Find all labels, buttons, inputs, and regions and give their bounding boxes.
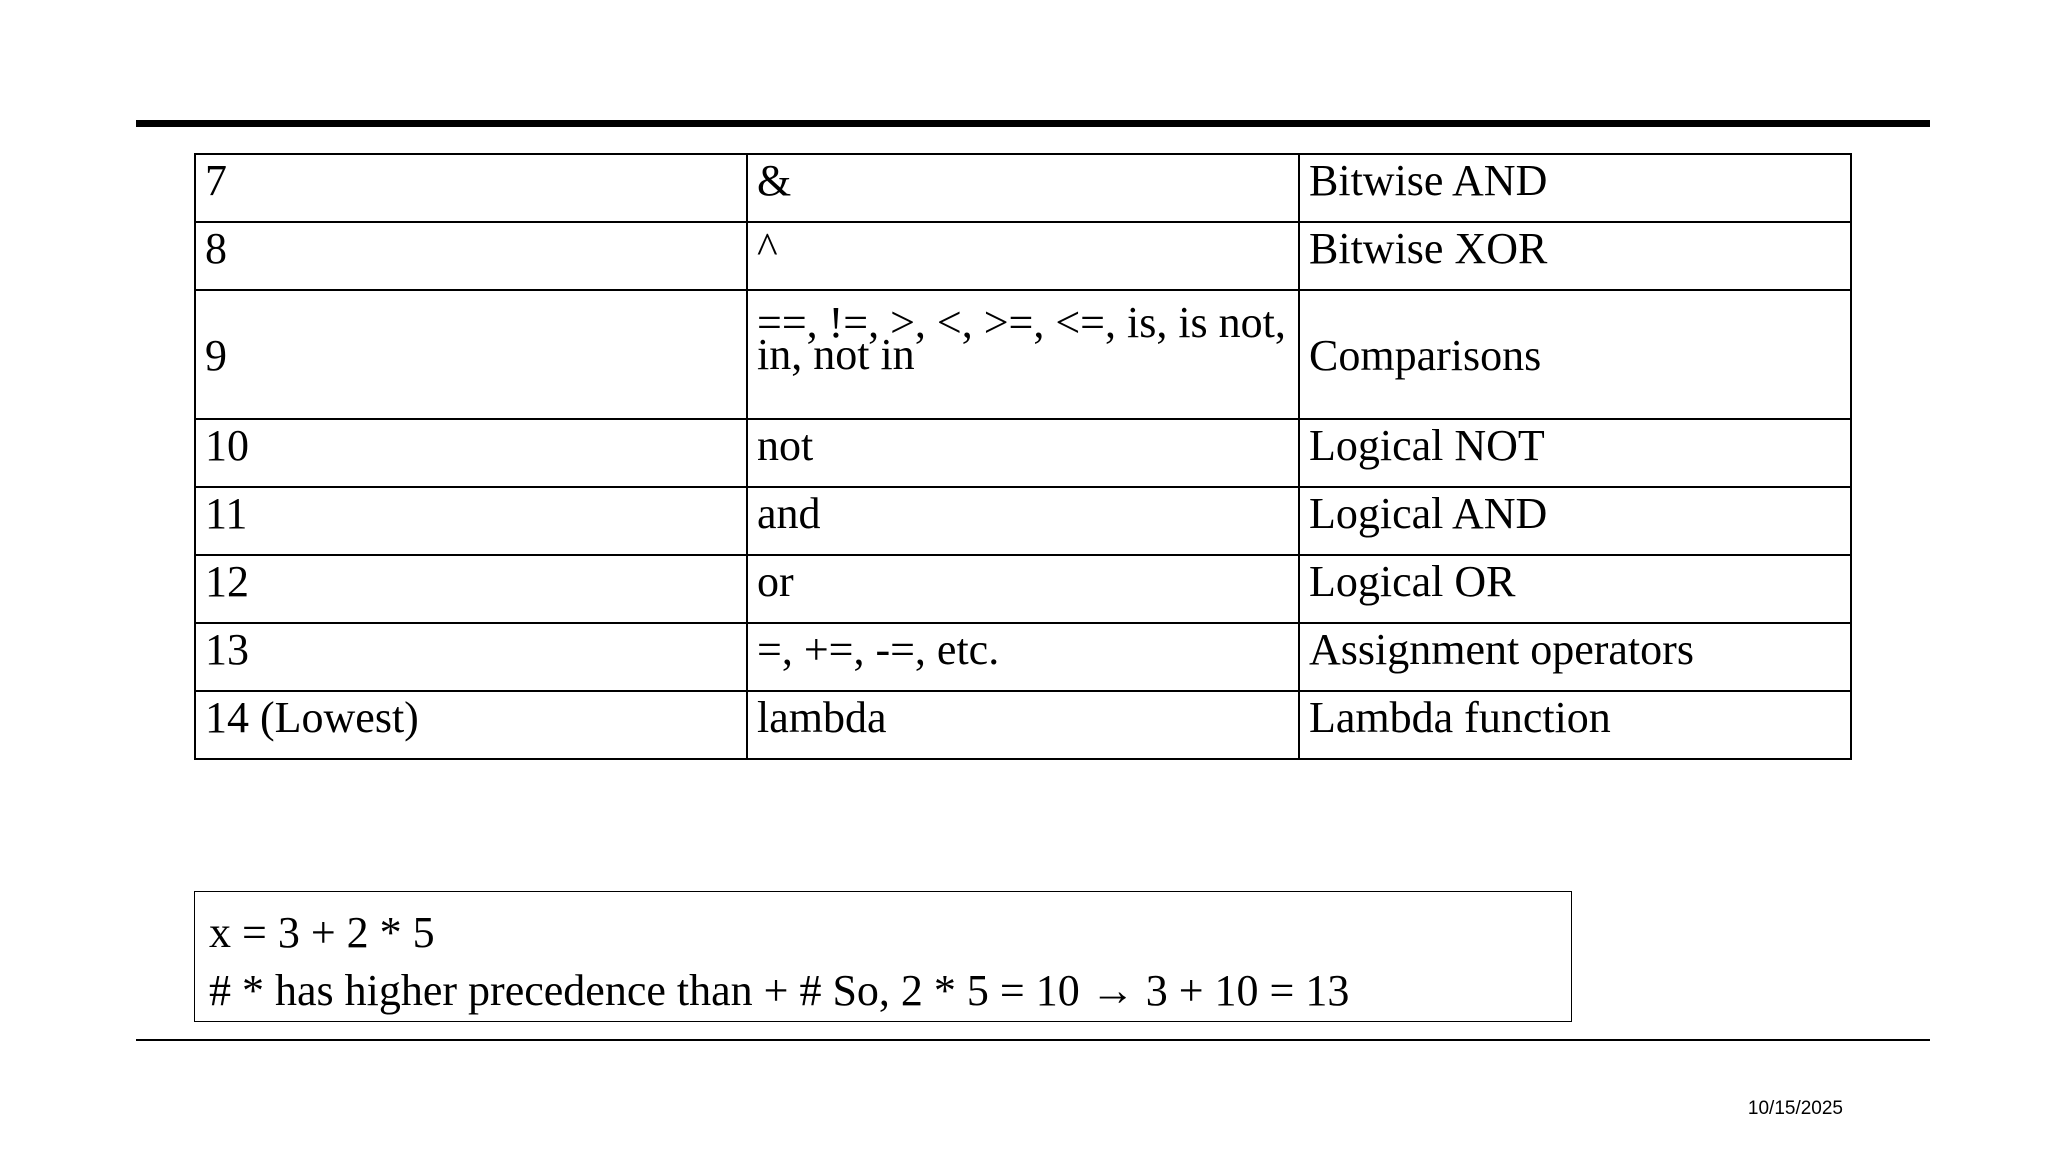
operator-cell: lambda (747, 691, 1299, 759)
top-divider (136, 120, 1930, 127)
precedence-level-cell: 10 (195, 419, 747, 487)
table-row (195, 290, 1851, 419)
table-row (195, 555, 1851, 623)
precedence-level-cell: 8 (195, 222, 747, 290)
slide-date: 10/15/2025 (1747, 1098, 1843, 1119)
table-row (195, 487, 1851, 555)
example-code-box (194, 891, 1572, 1022)
description-cell: Assignment operators (1299, 623, 1851, 691)
precedence-level-cell: 7 (195, 154, 747, 222)
description-cell: Bitwise AND (1299, 154, 1851, 222)
operator-precedence-table (194, 153, 1852, 760)
example-line-2: # * has higher precedence than + # So, 2 * 5 = 10 → 3 + 10 = 13 (209, 966, 1350, 1015)
table-row (195, 222, 1851, 290)
table-row (195, 154, 1851, 222)
operator-cell: & (747, 154, 1299, 222)
example-line-1: x = 3 + 2 * 5 (209, 908, 435, 957)
description-cell: Lambda function (1299, 691, 1851, 759)
precedence-level-cell: 11 (195, 487, 747, 555)
table-row (195, 419, 1851, 487)
precedence-level-cell: 12 (195, 555, 747, 623)
description-cell: Comparisons (1299, 290, 1851, 419)
operator-cell: or (747, 555, 1299, 623)
description-cell: Logical OR (1299, 555, 1851, 623)
description-cell: Logical AND (1299, 487, 1851, 555)
operator-cell: ^ (747, 222, 1299, 290)
table-row (195, 623, 1851, 691)
operator-cell: =, +=, -=, etc. (747, 623, 1299, 691)
description-cell: Logical NOT (1299, 419, 1851, 487)
operator-cell: and (747, 487, 1299, 555)
description-cell: Bitwise XOR (1299, 222, 1851, 290)
table-row (195, 691, 1851, 759)
operator-cell: ==, !=, >, <, >=, <=, is, is not, in, not in (747, 290, 1299, 419)
precedence-level-cell: 13 (195, 623, 747, 691)
precedence-level-cell: 14 (Lowest) (195, 691, 747, 759)
operator-cell: not (747, 419, 1299, 487)
bottom-divider (136, 1039, 1930, 1041)
precedence-level-cell: 9 (195, 290, 747, 419)
